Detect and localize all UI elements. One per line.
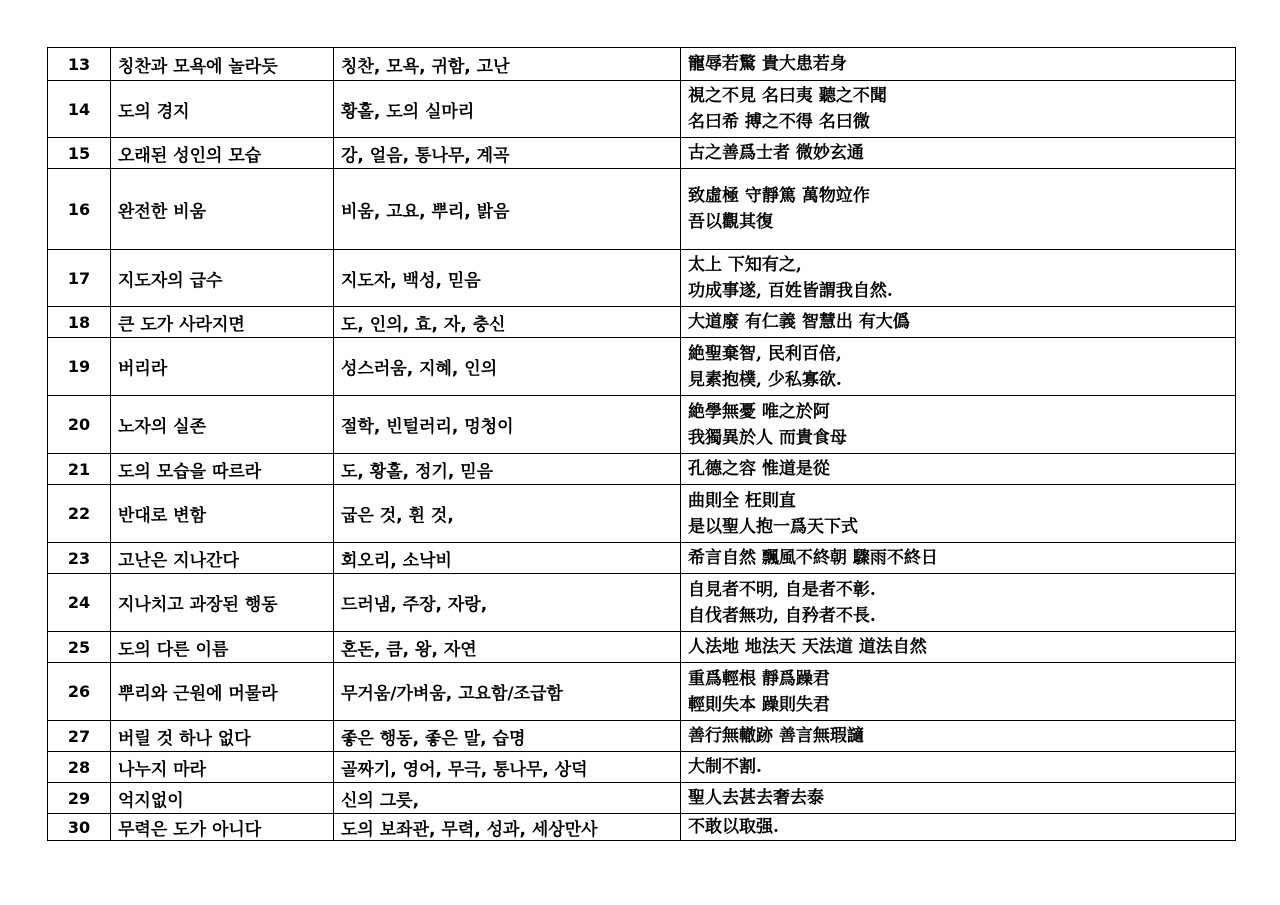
original-text-line: 人法地 地法天 天法道 道法自然	[688, 637, 927, 657]
chapter-number: 21	[48, 454, 111, 485]
chapter-title: 억지없이	[111, 783, 334, 814]
chapter-original-text	[681, 721, 1236, 752]
table-row	[48, 307, 1236, 338]
table-row	[48, 752, 1236, 783]
table-row	[48, 81, 1236, 138]
chapter-number: 23	[48, 543, 111, 574]
chapter-number: 28	[48, 752, 111, 783]
original-text-line: 不敢以取强.	[688, 817, 779, 837]
chapter-title: 버리라	[111, 338, 334, 396]
original-text-line: 輕則失本 躁則失君	[688, 694, 830, 715]
chapter-original-text	[681, 396, 1236, 454]
chapter-title: 무력은 도가 아니다	[111, 814, 334, 841]
chapter-title: 칭찬과 모욕에 놀라듯	[111, 48, 334, 81]
table-row	[48, 250, 1236, 307]
original-text-line: 致虛極 守靜篤 萬物竝作	[688, 186, 870, 206]
table-row	[48, 169, 1236, 250]
chapter-number: 27	[48, 721, 111, 752]
chapter-original-text	[681, 663, 1236, 721]
chapter-number: 25	[48, 632, 111, 663]
chapter-original-text	[681, 250, 1236, 307]
chapter-title: 고난은 지나간다	[111, 543, 334, 574]
table-row	[48, 814, 1236, 841]
original-text-line: 見素抱樸, 少私寡欲.	[688, 369, 842, 390]
chapter-title: 나누지 마라	[111, 752, 334, 783]
chapter-title: 도의 경지	[111, 81, 334, 138]
original-text-line: 自見者不明, 自是者不彰.	[688, 579, 876, 600]
original-text-line: 聖人去甚去奢去泰	[688, 788, 824, 808]
original-text-line: 名曰希 搏之不得 名曰微	[688, 112, 870, 132]
chapter-number: 30	[48, 814, 111, 841]
chapter-original-text	[681, 814, 1236, 841]
chapter-keywords: 강, 얼음, 통나무, 계곡	[334, 138, 681, 169]
table-row	[48, 396, 1236, 454]
table-row	[48, 783, 1236, 814]
chapter-number: 24	[48, 574, 111, 632]
table-row	[48, 454, 1236, 485]
original-text-line: 絶學無憂 唯之於阿	[688, 401, 830, 422]
chapter-title: 노자의 실존	[111, 396, 334, 454]
chapter-original-text	[681, 138, 1236, 169]
chapter-keywords: 황홀, 도의 실마리	[334, 81, 681, 138]
table-row	[48, 543, 1236, 574]
chapter-number: 18	[48, 307, 111, 338]
chapter-keywords: 회오리, 소낙비	[334, 543, 681, 574]
chapter-original-text	[681, 81, 1236, 138]
chapter-keywords: 칭찬, 모욕, 귀함, 고난	[334, 48, 681, 81]
chapter-original-text	[681, 752, 1236, 783]
chapter-title: 반대로 변함	[111, 485, 334, 543]
original-text-line: 希言自然 飄風不終朝 驟雨不終日	[688, 548, 938, 568]
chapter-keywords: 도, 황홀, 정기, 믿음	[334, 454, 681, 485]
chapter-number: 13	[48, 48, 111, 81]
chapter-number: 20	[48, 396, 111, 454]
chapter-original-text	[681, 632, 1236, 663]
chapter-number: 22	[48, 485, 111, 543]
original-text-line: 是以聖人抱一爲天下式	[688, 516, 858, 537]
chapter-original-text	[681, 169, 1236, 250]
chapter-keywords: 골짜기, 영어, 무극, 통나무, 상덕	[334, 752, 681, 783]
content-table	[47, 47, 1236, 841]
original-text-line: 孔德之容 惟道是從	[688, 459, 830, 479]
table-row	[48, 48, 1236, 81]
original-text-line: 大制不割.	[688, 757, 762, 777]
original-text-line: 功成事遂, 百姓皆謂我自然.	[688, 281, 893, 301]
original-text-line: 自伐者無功, 自矜者不長.	[688, 605, 876, 626]
table-row	[48, 338, 1236, 396]
chapter-keywords: 좋은 행동, 좋은 말, 습명	[334, 721, 681, 752]
chapter-title: 버릴 것 하나 없다	[111, 721, 334, 752]
original-text-line: 曲則全 枉則直	[688, 490, 796, 511]
chapter-original-text	[681, 783, 1236, 814]
original-text-line: 大道廢 有仁義 智慧出 有大僞	[688, 312, 910, 332]
chapter-keywords: 성스러움, 지혜, 인의	[334, 338, 681, 396]
chapter-keywords: 신의 그릇,	[334, 783, 681, 814]
chapter-number: 26	[48, 663, 111, 721]
chapter-original-text	[681, 338, 1236, 396]
chapter-title: 오래된 성인의 모습	[111, 138, 334, 169]
chapter-keywords: 도, 인의, 효, 자, 충신	[334, 307, 681, 338]
chapter-title: 도의 다른 이름	[111, 632, 334, 663]
chapter-number: 15	[48, 138, 111, 169]
chapter-original-text	[681, 307, 1236, 338]
original-text-line: 絶聖棄智, 民利百倍,	[688, 343, 842, 364]
table-row	[48, 632, 1236, 663]
original-text-line: 善行無轍跡 善言無瑕讁	[688, 726, 864, 746]
original-text-line: 古之善爲士者 微妙玄通	[688, 143, 864, 163]
chapter-title: 도의 모습을 따르라	[111, 454, 334, 485]
chapter-number: 17	[48, 250, 111, 307]
chapter-keywords: 혼돈, 큼, 왕, 자연	[334, 632, 681, 663]
chapter-number: 29	[48, 783, 111, 814]
chapter-keywords: 지도자, 백성, 믿음	[334, 250, 681, 307]
original-text-line: 視之不見 名曰夷 聽之不聞	[688, 86, 887, 106]
original-text-line: 我獨異於人 而貴食母	[688, 427, 847, 448]
chapter-keywords: 절학, 빈털러리, 멍청이	[334, 396, 681, 454]
chapter-original-text	[681, 485, 1236, 543]
table-row	[48, 574, 1236, 632]
original-text-line: 寵辱若驚 貴大患若身	[688, 54, 847, 74]
chapter-title: 지나치고 과장된 행동	[111, 574, 334, 632]
chapter-number: 14	[48, 81, 111, 138]
table-row	[48, 138, 1236, 169]
table-row	[48, 485, 1236, 543]
chapter-title: 완전한 비움	[111, 169, 334, 250]
chapter-keywords: 드러냄, 주장, 자랑,	[334, 574, 681, 632]
chapter-original-text	[681, 543, 1236, 574]
chapter-number: 16	[48, 169, 111, 250]
chapter-keywords: 무거움/가벼움, 고요함/조급함	[334, 663, 681, 721]
chapter-original-text	[681, 48, 1236, 81]
original-text-line: 吾以觀其復	[688, 212, 773, 232]
chapter-keywords: 도의 보좌관, 무력, 성과, 세상만사	[334, 814, 681, 841]
chapter-keywords: 굽은 것, 휜 것,	[334, 485, 681, 543]
chapter-original-text	[681, 574, 1236, 632]
chapter-title: 뿌리와 근원에 머물라	[111, 663, 334, 721]
table-body	[48, 48, 1236, 841]
table-row	[48, 663, 1236, 721]
original-text-line: 重爲輕根 靜爲躁君	[688, 668, 830, 689]
chapter-title: 지도자의 급수	[111, 250, 334, 307]
chapter-keywords: 비움, 고요, 뿌리, 밝음	[334, 169, 681, 250]
table-row	[48, 721, 1236, 752]
chapter-title: 큰 도가 사라지면	[111, 307, 334, 338]
original-text-line: 太上 下知有之,	[688, 255, 802, 275]
chapter-number: 19	[48, 338, 111, 396]
chapter-original-text	[681, 454, 1236, 485]
